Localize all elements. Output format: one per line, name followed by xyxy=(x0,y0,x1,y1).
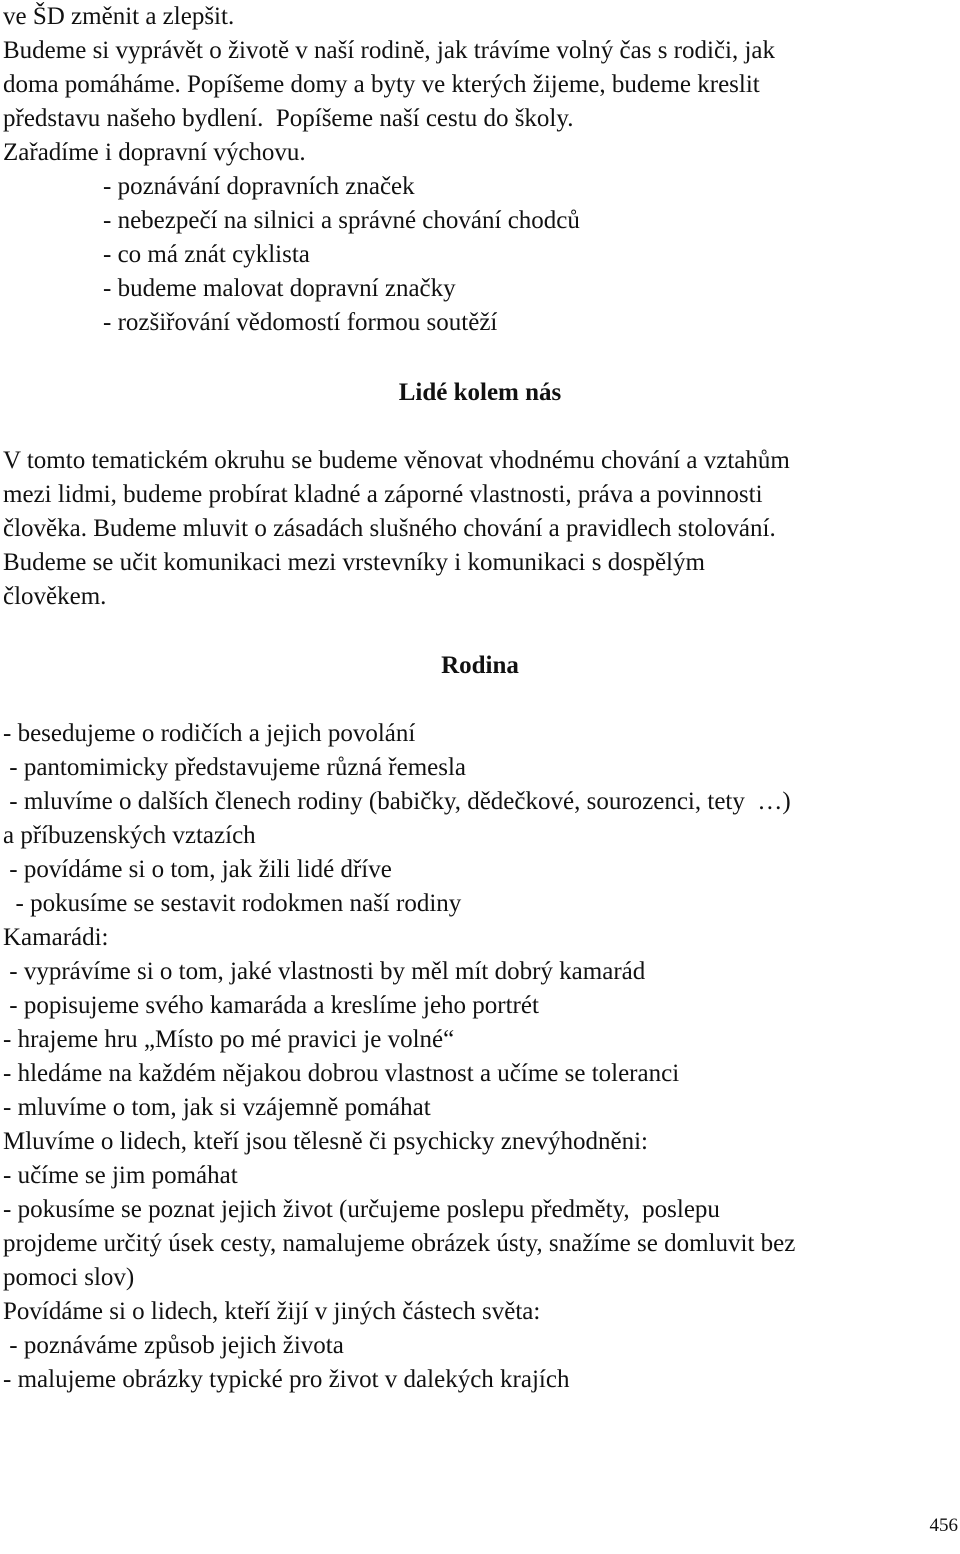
paragraph-line: V tomto tematickém okruhu se budeme věnovat vhodnému chování a vztahům xyxy=(3,447,790,474)
rodina-line: - poznáváme způsob jejich života xyxy=(3,1332,344,1359)
section-heading-lide-kolem-nas: Lidé kolem nás xyxy=(398,379,562,406)
rodina-line: a příbuzenských vztazích xyxy=(3,822,256,849)
bullet-item: - budeme malovat dopravní značky xyxy=(103,275,456,302)
paragraph-line: Budeme se učit komunikaci mezi vrstevníky i komunikaci s dospělým xyxy=(3,549,705,576)
rodina-line: - mluvíme o dalších členech rodiny (babičky, dědečkové, sourozenci, tety …) xyxy=(3,788,791,815)
paragraph-line: mezi lidmi, budeme probírat kladné a záporné vlastnosti, práva a povinnosti xyxy=(3,481,763,508)
rodina-line: projdeme určitý úsek cesty, namalujeme obrázek ústy, snažíme se domluvit bez xyxy=(3,1230,796,1257)
subheading-kamaradi: Kamarádi: xyxy=(3,924,109,951)
rodina-line: pomoci slov) xyxy=(3,1264,135,1291)
rodina-line: - hledáme na každém nějakou dobrou vlastnost a učíme se toleranci xyxy=(3,1060,680,1087)
rodina-line: - pantomimicky představujeme různá řemesla xyxy=(3,754,467,781)
intro-line: představu našeho bydlení. Popíšeme naší cestu do školy. xyxy=(3,105,574,132)
rodina-line: - popisujeme svého kamaráda a kreslíme jeho portrét xyxy=(3,992,539,1019)
paragraph-line: člověka. Budeme mluvit o zásadách slušného chování a pravidlech stolování. xyxy=(3,515,776,542)
page-number: 456 xyxy=(929,1515,958,1536)
bullet-item: - poznávání dopravních značek xyxy=(103,173,415,200)
rodina-line: - mluvíme o tom, jak si vzájemně pomáhat xyxy=(3,1094,431,1121)
intro-line: doma pomáháme. Popíšeme domy a byty ve kterých žijeme, budeme kreslit xyxy=(3,71,760,98)
rodina-line: - povídáme si o tom, jak žili lidé dříve xyxy=(3,856,392,883)
rodina-line: - hrajeme hru „Místo po mé pravici je volné“ xyxy=(3,1026,455,1053)
intro-line: Budeme si vyprávět o životě v naší rodině, jak trávíme volný čas s rodiči, jak xyxy=(3,37,776,64)
rodina-line: - malujeme obrázky typické pro život v dalekých krajích xyxy=(3,1366,570,1393)
rodina-line: Povídáme si o lidech, kteří žijí v jiných částech světa: xyxy=(3,1298,541,1325)
bullet-item: - co má znát cyklista xyxy=(103,241,310,268)
rodina-line: - vyprávíme si o tom, jaké vlastnosti by měl mít dobrý kamarád xyxy=(3,958,646,985)
section-heading-rodina: Rodina xyxy=(441,652,519,679)
intro-line: ve ŠD změnit a zlepšit. xyxy=(3,3,235,30)
intro-line: Zařadíme i dopravní výchovu. xyxy=(3,139,306,166)
bullet-item: - nebezpečí na silnici a správné chování chodců xyxy=(103,207,580,234)
rodina-line: Mluvíme o lidech, kteří jsou tělesně či psychicky znevýhodněni: xyxy=(3,1128,648,1155)
paragraph-line: člověkem. xyxy=(3,583,107,610)
rodina-line: - učíme se jim pomáhat xyxy=(3,1162,238,1189)
rodina-line: - pokusíme se sestavit rodokmen naší rodiny xyxy=(3,890,462,917)
bullet-item: - rozšiřování vědomostí formou soutěží xyxy=(103,309,498,336)
rodina-line: - pokusíme se poznat jejich život (určujeme poslepu předměty, poslepu xyxy=(3,1196,720,1223)
rodina-line: - besedujeme o rodičích a jejich povolání xyxy=(3,720,416,747)
